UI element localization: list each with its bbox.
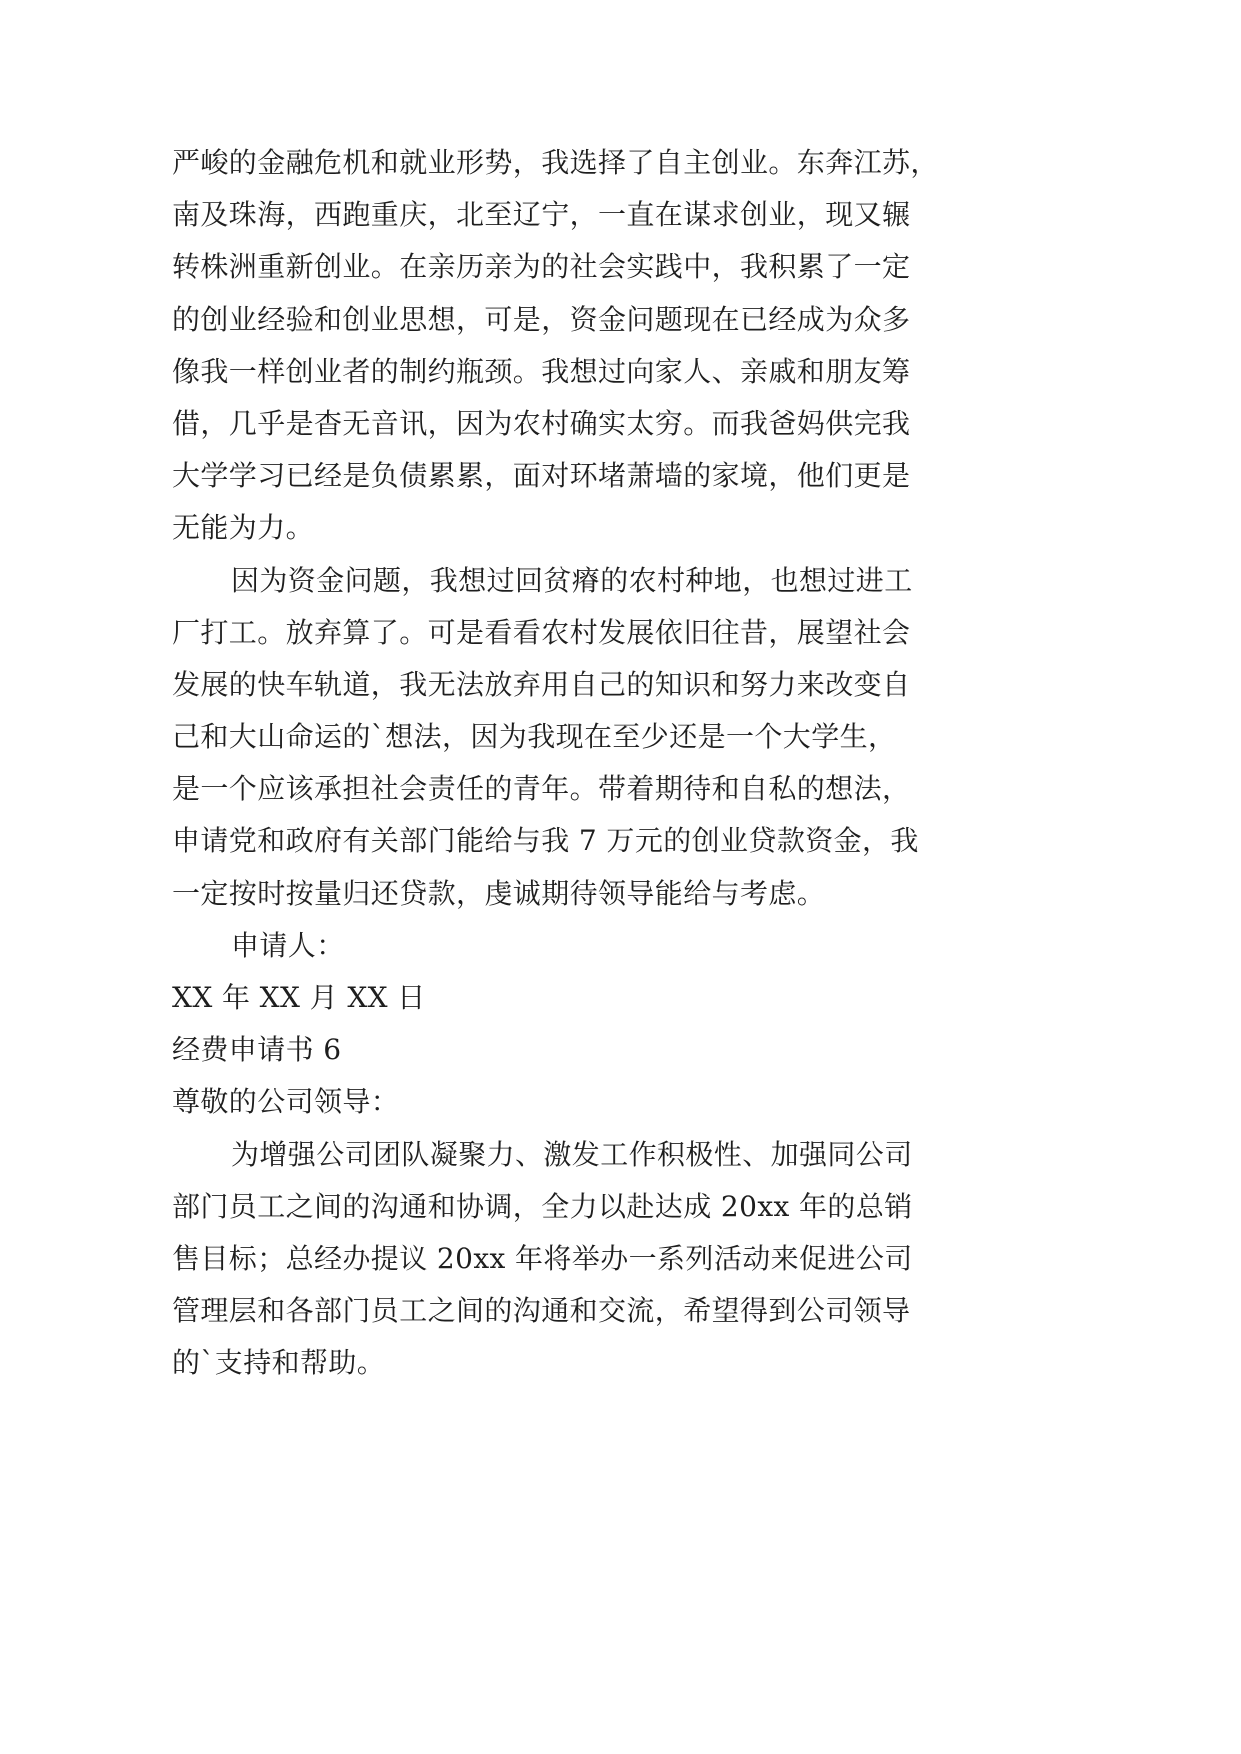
- body-line: 大学学习已经是负债累累，面对环堵萧墙的家境，他们更是: [172, 459, 911, 493]
- body-line: 严峻的金融危机和就业形势，我选择了自主创业。东奔江苏，: [172, 146, 939, 179]
- paragraph-continuation: [172, 137, 972, 555]
- body-line: 厂打工。放弃算了。可是看看农村发展依旧往昔，展望社会: [172, 615, 911, 649]
- body-line: 售目标；总经办提议 20xx 年将举办一系列活动来促进公司: [172, 1241, 913, 1275]
- body-line: 部门员工之间的沟通和协调，全力以赴达成 20xx 年的总销: [172, 1189, 913, 1223]
- salutation: 尊敬的公司领导：: [172, 1085, 400, 1119]
- signature-line: 申请人：: [231, 928, 345, 962]
- body-line: 像我一样创业者的制约瓶颈。我想过向家人、亲戚和朋友筹: [172, 354, 911, 388]
- date-line: XX 年 XX 月 XX 日: [172, 981, 426, 1014]
- body-line: 南及珠海，西跑重庆，北至辽宁，一直在谋求创业，现又辗: [172, 198, 911, 232]
- body-line: 的`支持和帮助。: [172, 1346, 386, 1380]
- body-line: 为增强公司团队凝聚力、激发工作积极性、加强同公司: [231, 1137, 913, 1171]
- body-line: 发展的快车轨道，我无法放弃用自己的知识和努力来改变自: [172, 667, 911, 701]
- body-line: 管理层和各部门员工之间的沟通和交流，希望得到公司领导: [172, 1294, 911, 1328]
- body-line: 转株洲重新创业。在亲历亲为的社会实践中，我积累了一定: [172, 250, 911, 284]
- body-line: 的创业经验和创业思想，可是，资金问题现在已经成为众多: [172, 302, 911, 336]
- body-line: 因为资金问题，我想过回贫瘠的农村种地，也想过进工: [231, 563, 913, 597]
- body-line: 申请党和政府有关部门能给与我 7 万元的创业贷款资金，我: [172, 824, 919, 858]
- paragraph-proposal: [172, 1129, 972, 1390]
- section-title: 经费申请书 6: [172, 1033, 342, 1067]
- document-body: [172, 137, 972, 1390]
- body-line: 己和大山命运的`想法，因为我现在至少还是一个大学生，: [172, 720, 897, 754]
- paragraph-funding-request: [172, 555, 972, 920]
- body-line: 是一个应该承担社会责任的青年。带着期待和自私的想法，: [172, 772, 911, 806]
- body-line: 借，几乎是杳无音讯，因为农村确实太穷。而我爸妈供完我: [172, 406, 911, 440]
- body-line: 一定按时按量归还贷款，虔诚期待领导能给与考虑。: [172, 876, 826, 910]
- body-line: 无能为力。: [172, 511, 315, 545]
